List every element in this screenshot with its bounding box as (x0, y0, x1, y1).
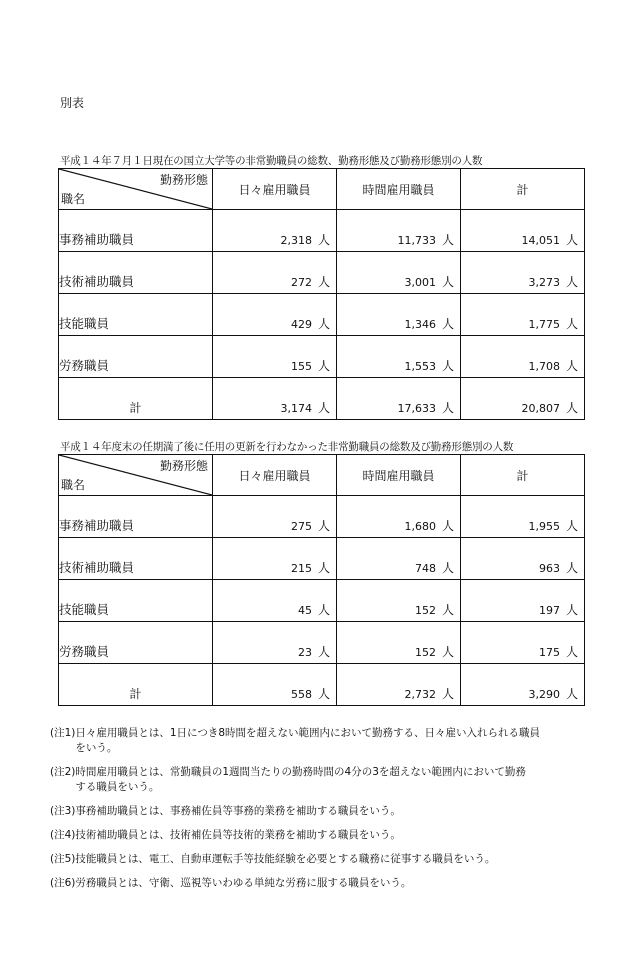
cell-value (461, 580, 585, 622)
table2-header-total: 計 (461, 455, 585, 496)
cell-value (337, 622, 461, 664)
value-text: 215 (291, 562, 312, 575)
unit-text: 人 (441, 401, 454, 415)
table-total-row (59, 378, 585, 420)
value-text: 1,708 (528, 360, 560, 373)
cell-value (337, 538, 461, 580)
unit-text: 人 (317, 645, 330, 659)
value-text: 558 (291, 688, 312, 701)
cell-value (213, 538, 337, 580)
unit-text: 人 (565, 359, 578, 373)
row-label: 労務職員 (59, 336, 213, 378)
cell-value (213, 580, 337, 622)
cell-value (213, 294, 337, 336)
value-text: 3,290 (528, 688, 560, 701)
cell-value (337, 580, 461, 622)
value-text: 1,775 (528, 318, 560, 331)
unit-text: 人 (317, 317, 330, 331)
note-text: 労務職員とは、守衛、巡視等いわゆる単純な労務に服する職員をいう。 (75, 877, 412, 889)
row-label: 技術補助職員 (59, 538, 213, 580)
value-text: 1,346 (404, 318, 436, 331)
note-label: (注6) (50, 877, 76, 889)
cell-value (213, 210, 337, 252)
cell-value (213, 378, 337, 420)
table-row (59, 538, 585, 580)
note-item (50, 852, 610, 867)
note-text: 技能職員とは、電工、自動車運転手等技能経験を必要とする職務に従事する職員をいう。 (75, 853, 496, 865)
cell-value (461, 496, 585, 538)
unit-text: 人 (441, 687, 454, 701)
cell-value (337, 336, 461, 378)
cell-value (461, 294, 585, 336)
value-text: 14,051 (521, 234, 560, 247)
table2-corner-bottom-label: 職名 (61, 478, 86, 492)
table1-header-daily: 日々雇用職員 (213, 169, 337, 210)
note-item (50, 828, 610, 843)
cell-value (213, 664, 337, 706)
value-text: 1,955 (528, 520, 560, 533)
table1 (58, 168, 585, 420)
table-row (59, 252, 585, 294)
cell-value (461, 336, 585, 378)
unit-text: 人 (441, 645, 454, 659)
document-label: 別表 (60, 96, 85, 110)
table1-header-hourly: 時間雇用職員 (337, 169, 461, 210)
row-label: 技能職員 (59, 294, 213, 336)
cell-value (461, 538, 585, 580)
cell-value (461, 622, 585, 664)
unit-text: 人 (565, 645, 578, 659)
table2 (58, 454, 585, 706)
unit-text: 人 (565, 687, 578, 701)
unit-text: 人 (317, 359, 330, 373)
note-text: 事務補助職員とは、事務補佐員等事務的業務を補助する職員をいう。 (75, 805, 401, 817)
note-item (50, 726, 610, 756)
value-text: 175 (539, 646, 560, 659)
unit-text: 人 (317, 561, 330, 575)
cell-value (213, 496, 337, 538)
table-row (59, 496, 585, 538)
unit-text: 人 (441, 233, 454, 247)
unit-text: 人 (565, 401, 578, 415)
total-label: 計 (59, 378, 213, 420)
table2-caption: 平成１４年度末の任期満了後に任用の更新を行わなかった非常勤職員の総数及び勤務形態別の人数 (60, 441, 514, 453)
row-label: 事務補助職員 (59, 496, 213, 538)
value-text: 748 (415, 562, 436, 575)
cell-value (337, 294, 461, 336)
note-item (50, 765, 610, 795)
value-text: 11,733 (397, 234, 436, 247)
value-text: 197 (539, 604, 560, 617)
table2-header-daily: 日々雇用職員 (213, 455, 337, 496)
value-text: 3,273 (528, 276, 560, 289)
unit-text: 人 (317, 401, 330, 415)
cell-value (337, 252, 461, 294)
unit-text: 人 (441, 359, 454, 373)
notes-section (50, 726, 610, 900)
note-item (50, 804, 610, 819)
value-text: 275 (291, 520, 312, 533)
unit-text: 人 (441, 561, 454, 575)
value-text: 45 (298, 604, 312, 617)
note-item (50, 876, 610, 891)
unit-text: 人 (441, 317, 454, 331)
row-label: 事務補助職員 (59, 210, 213, 252)
value-text: 272 (291, 276, 312, 289)
table-row (59, 294, 585, 336)
table-row (59, 622, 585, 664)
value-text: 1,680 (404, 520, 436, 533)
unit-text: 人 (441, 275, 454, 289)
note-label: (注1) (50, 727, 76, 739)
note-text: 技術補助職員とは、技術補佐員等技術的業務を補助する職員をいう。 (75, 829, 401, 841)
table-total-row (59, 664, 585, 706)
unit-text: 人 (317, 687, 330, 701)
value-text: 152 (415, 646, 436, 659)
row-label: 労務職員 (59, 622, 213, 664)
value-text: 155 (291, 360, 312, 373)
value-text: 152 (415, 604, 436, 617)
table2-corner-cell (59, 455, 213, 496)
value-text: 2,732 (404, 688, 436, 701)
unit-text: 人 (565, 603, 578, 617)
note-label: (注2) (50, 766, 76, 778)
note-text: 時間雇用職員とは、常勤職員の1週間当たりの勤務時間の4分の3を超えない範囲内において勤務 する職員をいう。 (75, 766, 526, 793)
unit-text: 人 (565, 561, 578, 575)
unit-text: 人 (317, 519, 330, 533)
row-label: 技能職員 (59, 580, 213, 622)
table1-corner-bottom-label: 職名 (61, 192, 86, 206)
value-text: 17,633 (397, 402, 436, 415)
table2-corner-top-label: 勤務形態 (159, 459, 208, 473)
value-text: 963 (539, 562, 560, 575)
value-text: 429 (291, 318, 312, 331)
table2-header-hourly: 時間雇用職員 (337, 455, 461, 496)
note-label: (注4) (50, 829, 76, 841)
value-text: 20,807 (521, 402, 560, 415)
table-row (59, 336, 585, 378)
unit-text: 人 (317, 275, 330, 289)
cell-value (461, 252, 585, 294)
value-text: 1,553 (404, 360, 436, 373)
unit-text: 人 (565, 233, 578, 247)
row-label: 技術補助職員 (59, 252, 213, 294)
table1-corner-top-label: 勤務形態 (159, 173, 208, 187)
value-text: 3,001 (404, 276, 436, 289)
cell-value (461, 210, 585, 252)
value-text: 23 (298, 646, 312, 659)
note-text: 日々雇用職員とは、1日につき8時間を超えない範囲内において勤務する、日々雇い入れられる職員 をいう。 (75, 727, 541, 754)
unit-text: 人 (565, 317, 578, 331)
unit-text: 人 (317, 603, 330, 617)
note-label: (注3) (50, 805, 76, 817)
cell-value (213, 622, 337, 664)
table-row (59, 580, 585, 622)
cell-value (213, 252, 337, 294)
cell-value (461, 664, 585, 706)
cell-value (337, 378, 461, 420)
table1-caption: 平成１４年７月１日現在の国立大学等の非常勤職員の総数、勤務形態及び勤務形態別の人数 (60, 155, 483, 167)
unit-text: 人 (441, 519, 454, 533)
cell-value (213, 336, 337, 378)
total-label: 計 (59, 664, 213, 706)
unit-text: 人 (565, 519, 578, 533)
table1-header-total: 計 (461, 169, 585, 210)
value-text: 2,318 (280, 234, 312, 247)
cell-value (337, 664, 461, 706)
cell-value (461, 378, 585, 420)
cell-value (337, 496, 461, 538)
unit-text: 人 (565, 275, 578, 289)
table-row (59, 210, 585, 252)
table1-corner-cell (59, 169, 213, 210)
unit-text: 人 (441, 603, 454, 617)
value-text: 3,174 (280, 402, 312, 415)
unit-text: 人 (317, 233, 330, 247)
cell-value (337, 210, 461, 252)
note-label: (注5) (50, 853, 76, 865)
